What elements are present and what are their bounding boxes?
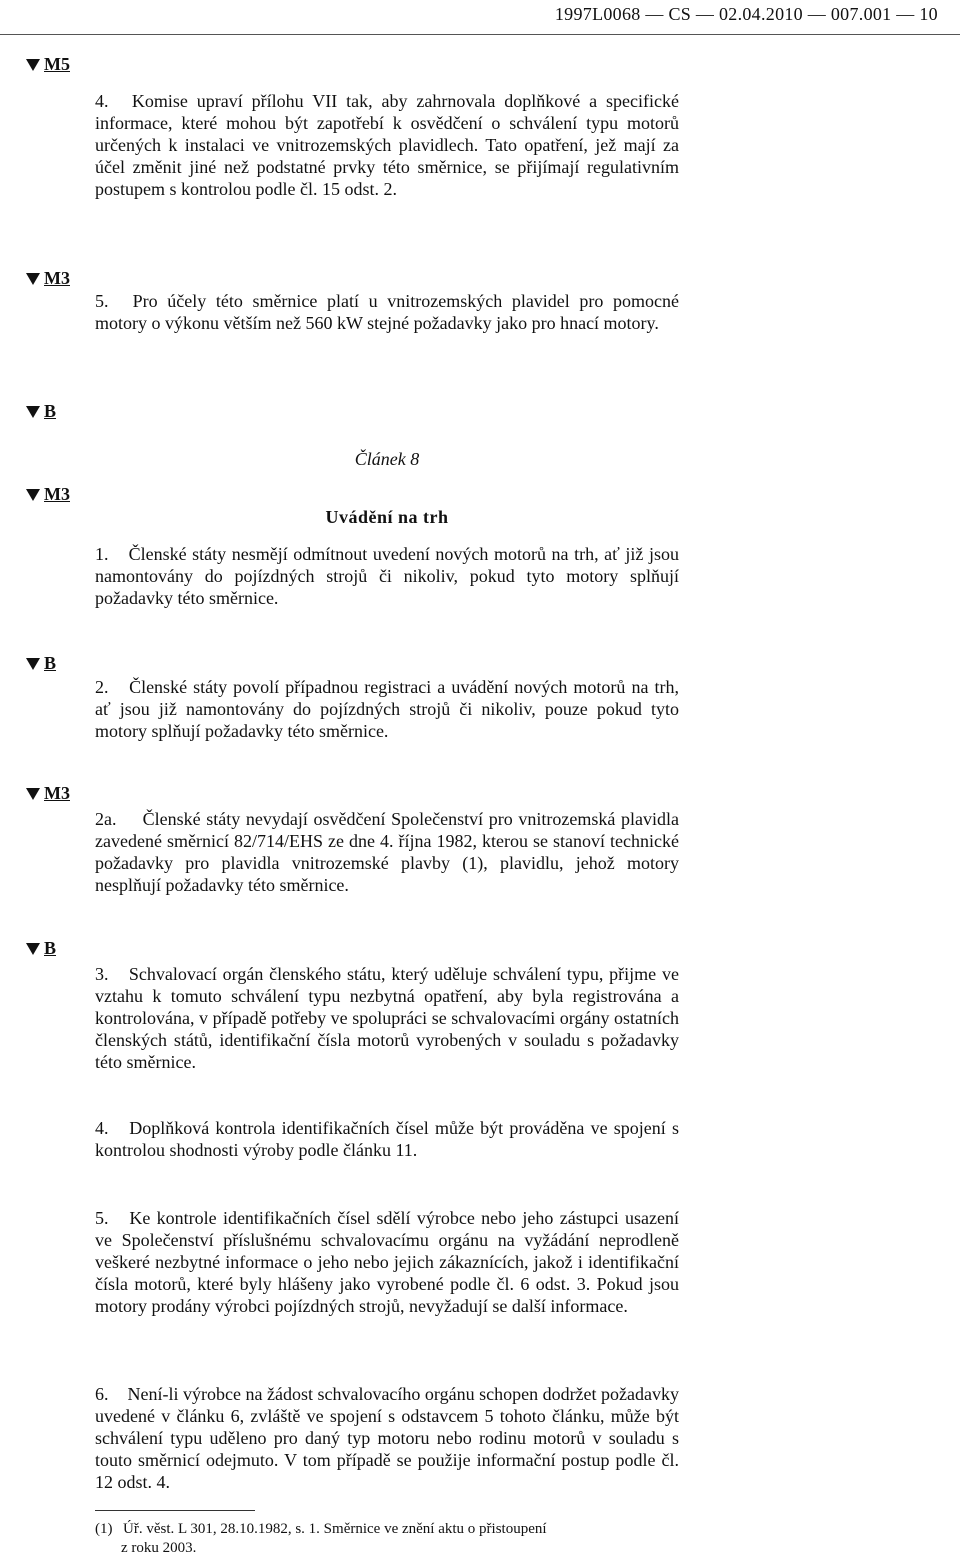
amendment-marker-m3[interactable]: M3	[26, 484, 70, 505]
paragraph	[95, 808, 679, 896]
amendment-marker-b[interactable]: B	[26, 653, 56, 674]
paragraph	[95, 290, 679, 334]
paragraph-number: 3.	[95, 964, 109, 984]
paragraph-number: 4.	[95, 1118, 109, 1138]
triangle-down-icon	[26, 489, 40, 501]
amendment-marker-m3[interactable]: M3	[26, 783, 70, 804]
paragraph-text: Není-li výrobce na žádost schvalovacího orgánu schopen dodržet požadavky uvedené v článku 6, zvláště ve spojení s odstavcem 5 tohoto článku, může být schválení typu uděleno pro daný typ motoru nebo rodinu motorů v souladu s touto směrnicí odejmuto. V tom případě se použije informační postup podle čl. 12 odst. 4.	[95, 1384, 680, 1492]
paragraph	[95, 963, 679, 1073]
amendment-marker-b[interactable]: B	[26, 401, 56, 422]
paragraph-number: 4.	[95, 91, 109, 111]
article-subtitle: Uvádění na trh	[325, 507, 449, 527]
paragraph-text: Členské státy povolí případnou registraci a uvádění nových motorů na trh, ať jsou již namontovány do pojízdných strojů či nikoliv, pouze pokud tyto motory splňují požadavky této směrnice.	[95, 677, 680, 741]
footnote-text: Úř. věst. L 301, 28.10.1982, s. 1. Směrnice ve znění aktu o přistoupení	[123, 1521, 547, 1537]
paragraph-text: , plavidlu, jehož motory nesplňují požadavky této směrnice.	[95, 853, 679, 895]
paragraph-text: Členské státy nesmějí odmítnout uvedení nových motorů na trh, ať již jsou namontovány do pojízdných strojů či nikoliv, pokud tyto motory splňují požadavky této směrnice.	[95, 544, 679, 608]
triangle-down-icon	[26, 943, 40, 955]
paragraph-text: Schvalovací orgán členského státu, který uděluje schválení typu, přijme ve vztahu k tomuto schválení typu nezbytná opatření, aby byla registrována a kontrolována, v případě potřeby ve spolupráci se schvalovacími orgány ostatních členských států, identifikační čísla motorů vyrobených v souladu s požadavky této směrnice.	[95, 964, 680, 1072]
article-title: Článek 8	[354, 449, 420, 469]
triangle-down-icon	[26, 788, 40, 800]
document-reference: 1997L0068 — CS — 02.04.2010 — 007.001 — 10	[554, 4, 938, 24]
amendment-marker-b[interactable]: B	[26, 938, 56, 959]
paragraph-number: 2.	[95, 677, 109, 697]
paragraph-text: Pro účely této směrnice platí u vnitrozemských plavidel pro pomocné motory o výkonu větším než 560 kW stejné požadavky jako pro hnací motory.	[95, 291, 679, 333]
paragraph-text: Ke kontrole identifikačních čísel sdělí výrobce nebo jeho zástupci usazení ve Společenství příslušnému schvalovacímu orgánu na vyžádání neprodleně veškeré nezbytné informace o jeho nebo jejich zákaznících, jakož i identifikační čísla motorů, které byly hlášeny jako vyrobené podle čl. 6 odst. 3. Pokud jsou motory prodány výrobci pojízdných strojů, nevyžadují se další informace.	[95, 1208, 680, 1316]
paragraph-text: Doplňková kontrola identifikačních čísel může být prováděna ve spojení s kontrolou shodnosti výroby podle článku 11.	[95, 1118, 679, 1160]
footnote-label: (1)	[95, 1521, 113, 1537]
paragraph	[95, 676, 679, 742]
paragraph	[95, 1207, 679, 1317]
paragraph	[95, 543, 679, 609]
paragraph	[95, 1117, 679, 1161]
paragraph-number: 2a.	[95, 809, 117, 829]
paragraph-number: 6.	[95, 1384, 109, 1404]
triangle-down-icon	[26, 406, 40, 418]
amendment-marker-m3[interactable]: M3	[26, 268, 70, 289]
paragraph	[95, 1383, 679, 1493]
paragraph-text: Členské státy nevydají osvědčení Společenství pro vnitrozemská plavidla zavedené směrnicí 82/714/EHS ze dne 4. října 1982, kterou se stanoví technické požadavky pro plavidla vnitrozemské plavby	[95, 809, 679, 873]
amendment-marker-m5[interactable]: M5	[26, 54, 70, 75]
paragraph-number: 5.	[95, 1208, 109, 1228]
footnote-divider	[95, 1510, 255, 1511]
paragraph-text: Komise upraví přílohu VII tak, aby zahrnovala doplňkové a specifické informace, které mohou být zapotřebí k osvědčení o schválení typu motorů určených k instalaci ve vnitrozemských plavidlech. Tato opatření, jež mají za účel změnit jiné než podstatné prvky této směrnice, se přijímají regulativním postupem s kontrolou podle čl. 15 odst. 2.	[95, 91, 679, 199]
triangle-down-icon	[26, 59, 40, 71]
footnote-reference[interactable]: (1)	[462, 853, 484, 873]
footnote	[95, 1520, 679, 1558]
triangle-down-icon	[26, 658, 40, 670]
paragraph-number: 5.	[95, 291, 109, 311]
page-header	[0, 0, 960, 35]
paragraph-number: 1.	[95, 544, 109, 564]
footnote-text-continued: z roku 2003.	[121, 1540, 197, 1556]
triangle-down-icon	[26, 273, 40, 285]
paragraph	[95, 90, 679, 200]
